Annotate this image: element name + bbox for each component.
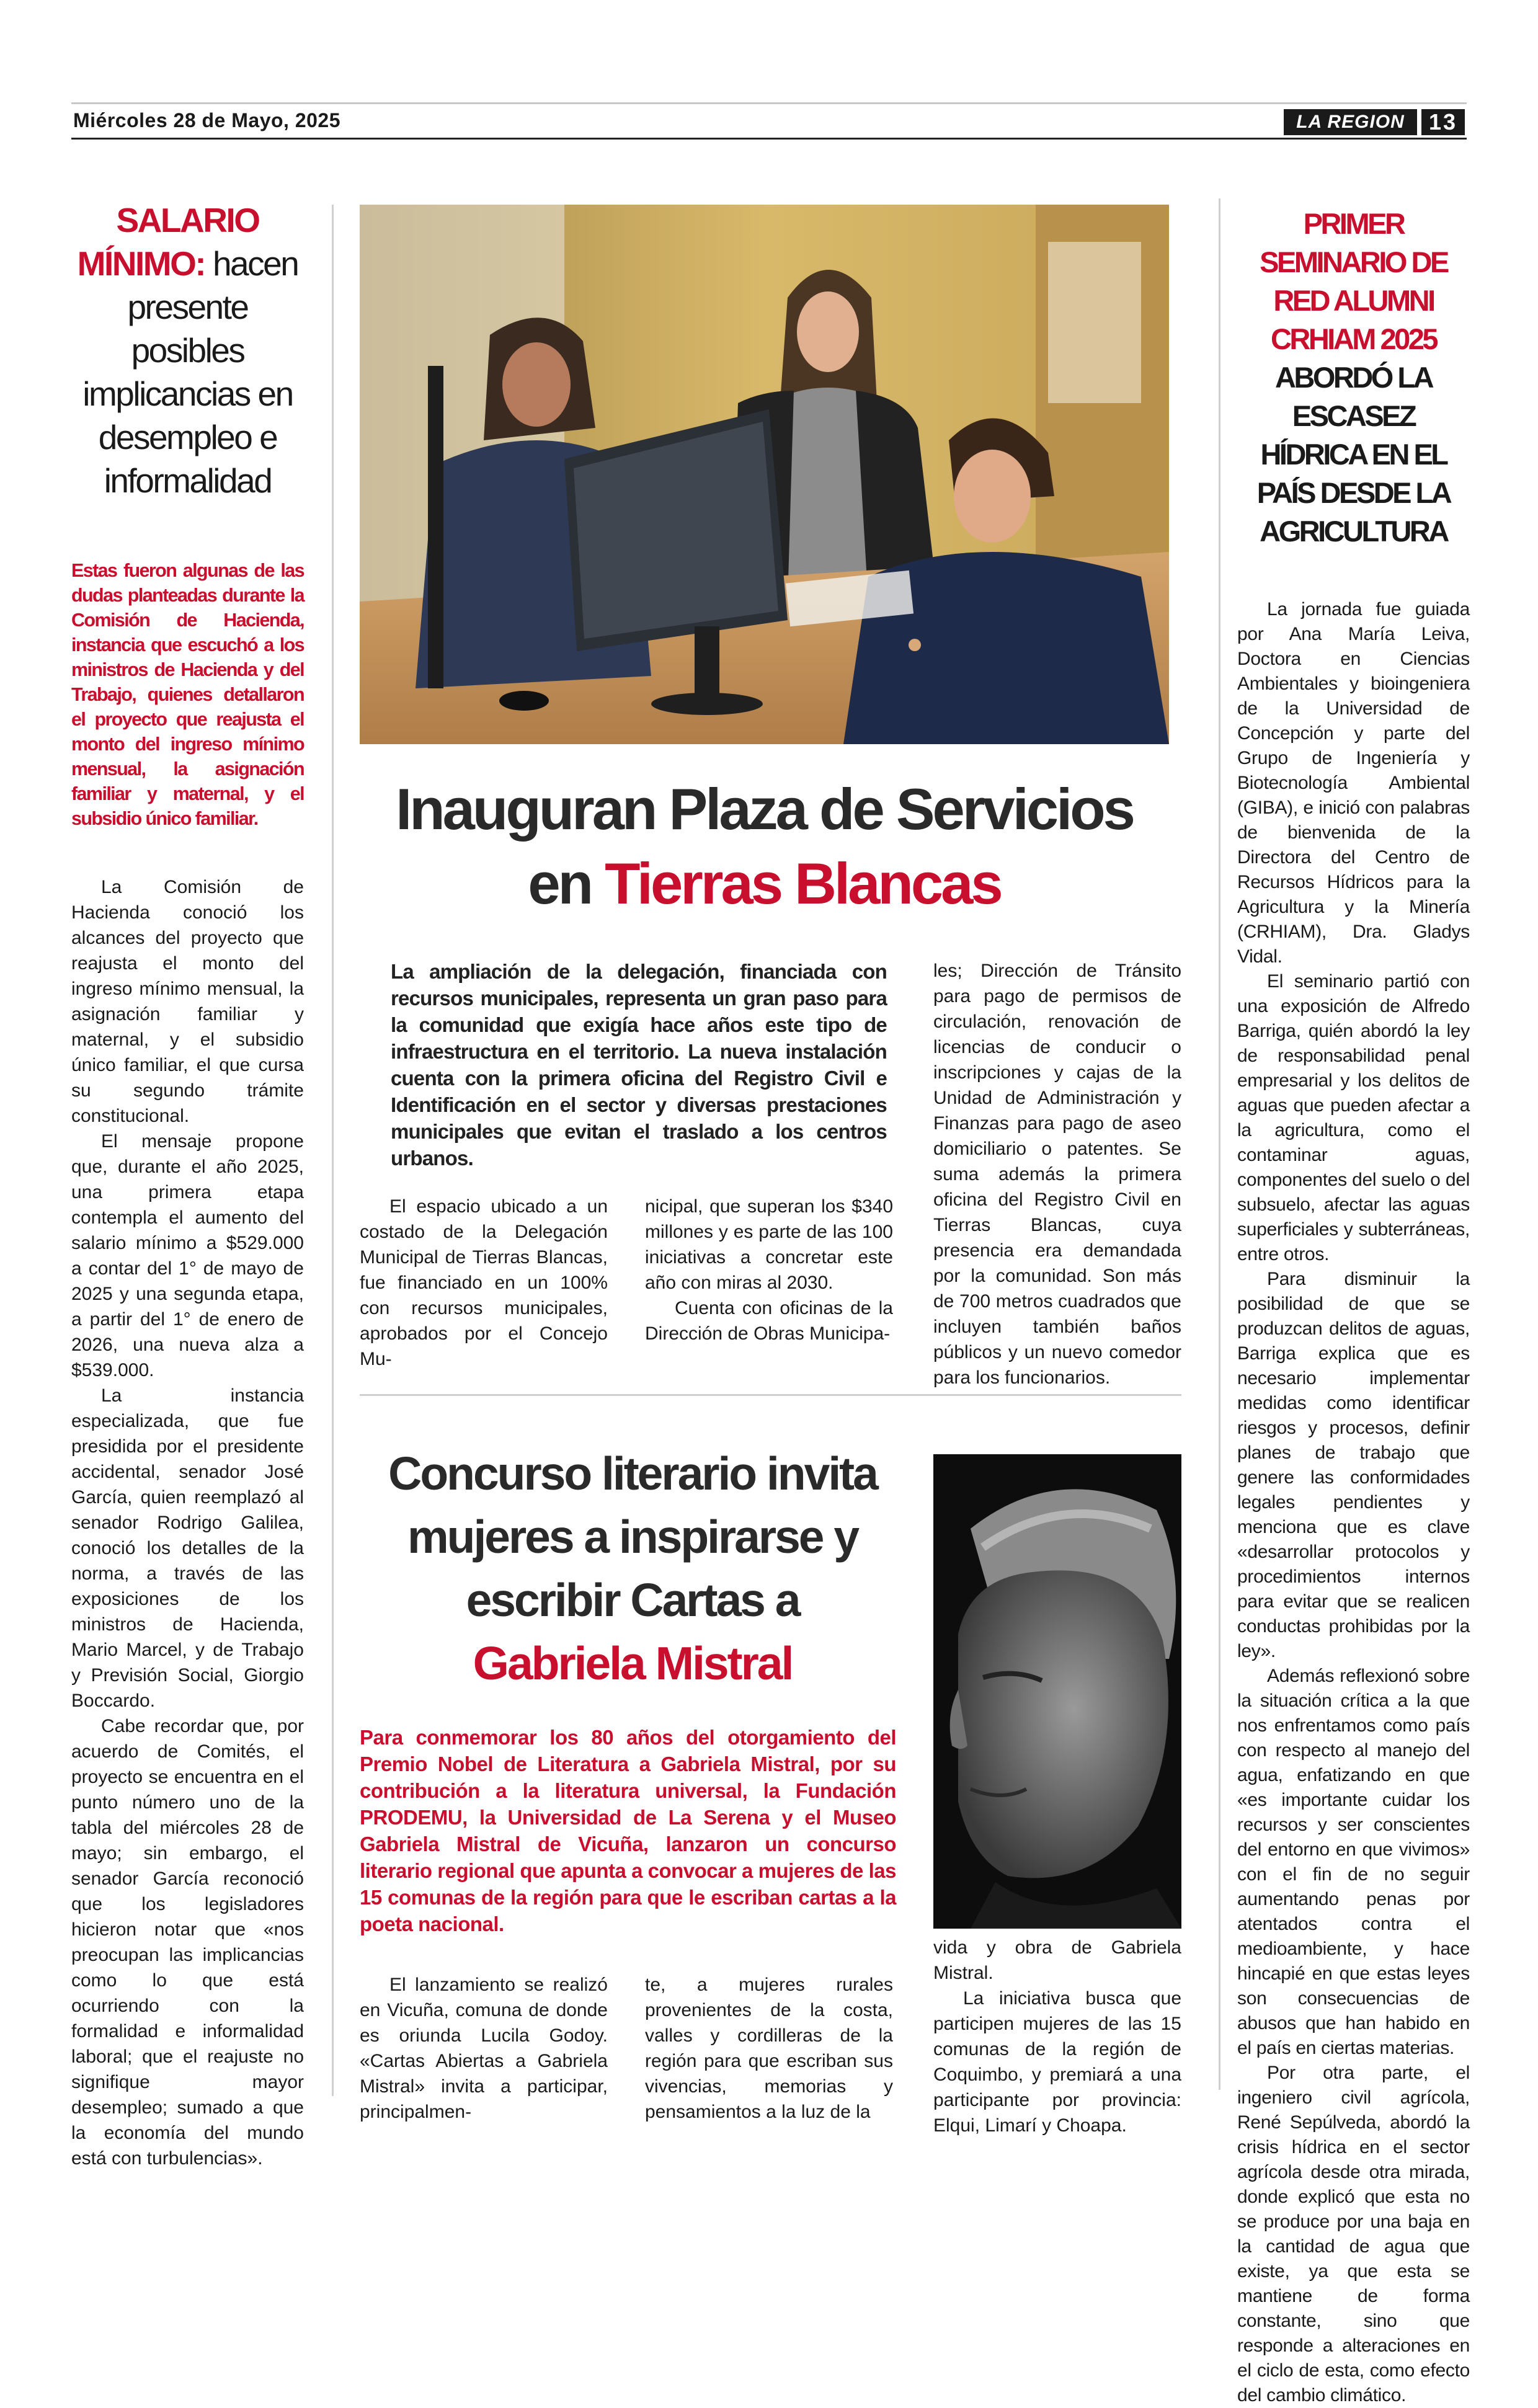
crhiam-seminario-article xyxy=(1237,205,1470,2408)
crhiam-paragraph: Para disminuir la posibilidad de que se produzcan delitos de aguas, Barriga explica que es necesario implementar medidas como identificar riesgos y procesos, definir planes de trabajo que genere las conformidades legales pendientes y menciona que es clave «desarrollar protocolos y procedimientos internos para evitar que se realicen conductas prohibidas por la ley». xyxy=(1237,1269,1470,1661)
concurso-headline-red: Gabriela Mistral xyxy=(473,1637,793,1689)
concurso-paragraph: La iniciativa busca que participen mujeres de las 15 comunas de la región de Coquimbo, y premiará a una participante por provincia: Elqui, Limarí y Choapa. xyxy=(933,1988,1181,2136)
plaza-body-col3 xyxy=(933,958,1181,1390)
salario-lead: Estas fueron algunas de las dudas planteadas durante la Comisión de Hacienda, instancia que escuchó a los ministros de Hacienda y del Trabajo, quienes detallaron el proyecto que reajusta el monto del ingreso mínimo mensual, la asignación familiar y maternal, y el subsidio único familiar. xyxy=(71,560,304,829)
concurso-paragraph: El lanzamiento se realizó en Vicuña, comuna de donde es oriunda Lucila Godoy. «Cartas Abiertas a Gabriela Mistral» invita a participar, principalmen- xyxy=(360,1975,608,2122)
issue-date: Miércoles 28 de Mayo, 2025 xyxy=(73,109,340,131)
salario-headline-rest: hacen presente posibles implicancias en desempleo e informalidad xyxy=(82,244,298,500)
newspaper-logo: LA REGION xyxy=(1284,109,1417,135)
column-divider-right xyxy=(1219,198,1220,2090)
salario-body xyxy=(71,874,304,2171)
page-number: 13 xyxy=(1421,109,1465,135)
plaza-paragraph: nicipal, que superan los $340 millones y es parte de las 100 iniciativas a concretar este año con miras al 2030. xyxy=(645,1196,893,1293)
plaza-headline-dark: Inauguran Plaza de Servicios en xyxy=(396,776,1133,916)
crhiam-headline xyxy=(1237,205,1470,551)
crhiam-headline-red: PRIMER SEMINARIO DE RED ALUMNI CRHIAM 2025 xyxy=(1260,207,1447,355)
salario-paragraph: La instancia especializada, que fue presidida por el presidente accidental, senador José García, quien reemplazó al senador Rodrigo Galilea, conoció los detalles de la norma, a través de las exposiciones de los ministros de Hacienda, Mario Marcel, y de Trabajo y Previsión Social, Giorgio Boccardo. xyxy=(71,1385,304,1711)
gabriela-mistral-portrait xyxy=(933,1454,1181,1929)
plaza-headline xyxy=(360,772,1169,921)
crhiam-paragraph: La jornada fue guiada por Ana María Leiva, Doctora en Ciencias Ambientales y bioingeniera de la Universidad de Concepción y parte del Grupo de Ingeniería y Biotecnología Ambiental (GIBA), e inició con palabras de bienvenida de la Directora del Centro de Recursos Hídricos para la Agricultura y la Minería (CRHIAM), Dra. Gladys Vidal. xyxy=(1237,599,1470,967)
plaza-body-col1 xyxy=(360,1194,608,1372)
crhiam-paragraph: Además reflexionó sobre la situación crítica a la que nos enfrentamos como país con respecto al manejo del agua, enfatizando en que «es importante cuidar los recursos y ser conscientes del entorno en que vivimos» con el fin de no seguir aumentando penas por atentados contra el medioambiente, y hace hincapié en que estas leyes son consecuencias de abusos que han habido en el país en ciertas materias. xyxy=(1237,1666,1470,2058)
concurso-body-col1 xyxy=(360,1972,608,2125)
plaza-paragraph: El espacio ubicado a un costado de la Delegación Municipal de Tierras Blancas, fue financiado en un 100% con recursos municipales, aprobados por el Concejo Mu- xyxy=(360,1196,608,1369)
crhiam-headline-dark: ABORDÓ LA ESCASEZ HÍDRICA EN EL PAÍS DESDE LA AGRICULTURA xyxy=(1256,361,1451,548)
section-divider xyxy=(360,1394,1181,1396)
plaza-paragraph: Cuenta con oficinas de la Dirección de Obras Municipa- xyxy=(645,1298,893,1344)
crhiam-paragraph: El seminario partió con una exposición de Alfredo Barriga, quién abordó la ley de responsabilidad penal empresarial y los delitos de aguas que pueden afectar a la agricultura, como el contaminar aguas, componentes del suelo o del subsuelo, afectar las aguas superficiales y subterráneas, entre otros. xyxy=(1237,971,1470,1264)
plaza-paragraph: les; Dirección de Tránsito para pago de permisos de circulación, renovación de licencias de conducir o inscripciones y cajas de la Unidad de Administración y Finanzas para pago de aseo domiciliario o patentes. Se suma además la primera oficina del Registro Civil en Tierras Blancas, cuya presencia era demandada por la comunidad. Son más de 700 metros cuadrados que incluyen también baños públicos y un nuevo comedor para los funcionarios. xyxy=(933,961,1181,1388)
concurso-paragraph: vida y obra de Gabriela Mistral. xyxy=(933,1937,1181,1983)
salario-headline-red: SALARIO MÍNIMO: xyxy=(77,201,259,283)
crhiam-paragraph: Por otra parte, el ingeniero civil agrícola, René Sepúlveda, abordó la crisis hídrica en el sector agrícola desde otra mirada, donde explicó que esta no se produce por una baja en la cantidad de agua que existe, ya que esta se mantiene de forma constante, sino que responde a alteraciones en el ciclo de esta, como efecto del cambio climático. xyxy=(1237,2063,1470,2406)
concurso-paragraph: te, a mujeres rurales provenientes de la costa, valles y cordilleras de la región para que escriban sus vivencias, memorias y pensamientos a la luz de la xyxy=(645,1975,893,2122)
salario-headline xyxy=(71,198,304,502)
header-rule xyxy=(71,138,1467,140)
concurso-lead: Para conmemorar los 80 años del otorgamiento del Premio Nobel de Literatura a Gabriela Mistral, por su contribución a la literatura universal, la Fundación PRODEMU, la Universidad de La Serena y el Museo Gabriela Mistral de Vicuña, lanzaron un concurso literario regional que apunta a convocar a mujeres de las 15 comunas de la región para que le escriban cartas a la poeta nacional. xyxy=(360,1726,896,1935)
plaza-headline-red: Tierras Blancas xyxy=(605,851,1001,916)
salario-paragraph: El mensaje propone que, durante el año 2025, una primera etapa contempla el aumento del salario mínimo a $529.000 a contar del 1° de mayo de 2025 y una segunda etapa, a partir del 1° de enero de 2026, una nueva alza a $539.000. xyxy=(71,1131,304,1380)
top-rule xyxy=(71,102,1467,104)
crhiam-body xyxy=(1237,597,1470,2408)
plaza-body-col2 xyxy=(645,1194,893,1346)
concurso-headline-dark: Concurso literario invita mujeres a inspirarse y escribir Cartas a xyxy=(388,1447,877,1626)
salario-paragraph: La Comisión de Hacienda conoció los alcances del proyecto que reajusta el monto del ingreso mínimo mensual, la asignación familiar y maternal, y el subsidio único familiar, el que cursa su segundo trámite constitucional. xyxy=(71,877,304,1126)
concurso-headline xyxy=(360,1442,905,1695)
concurso-body-col3 xyxy=(933,1935,1181,2138)
plaza-lead: La ampliación de la delegación, financiada con recursos municipales, representa un gran paso para la comunidad que exigía hace años este tipo de infraestructura en el territorio. La nueva instalación cuenta con la primera oficina del Registro Civil e Identificación en el sector y diversas prestaciones municipales que evitan el traslado a los centros urbanos. xyxy=(391,960,887,1170)
column-divider-left xyxy=(332,205,334,2096)
salario-minimo-article xyxy=(71,198,304,2171)
salario-paragraph: Cabe recordar que, por acuerdo de Comités, el proyecto se encuentra en el punto número uno de la tabla del miércoles 28 de mayo; sin embargo, el senador García reconoció que los legisladores hicieron notar que «nos preocupan las implicancias como lo que está ocurriendo con la formalidad e informalidad laboral; que el reajuste no signifique mayor desempleo; sumado a que la economía del mundo está con turbulencias». xyxy=(71,1716,304,2169)
plaza-servicios-photo xyxy=(360,205,1169,744)
concurso-body-col2 xyxy=(645,1972,893,2125)
